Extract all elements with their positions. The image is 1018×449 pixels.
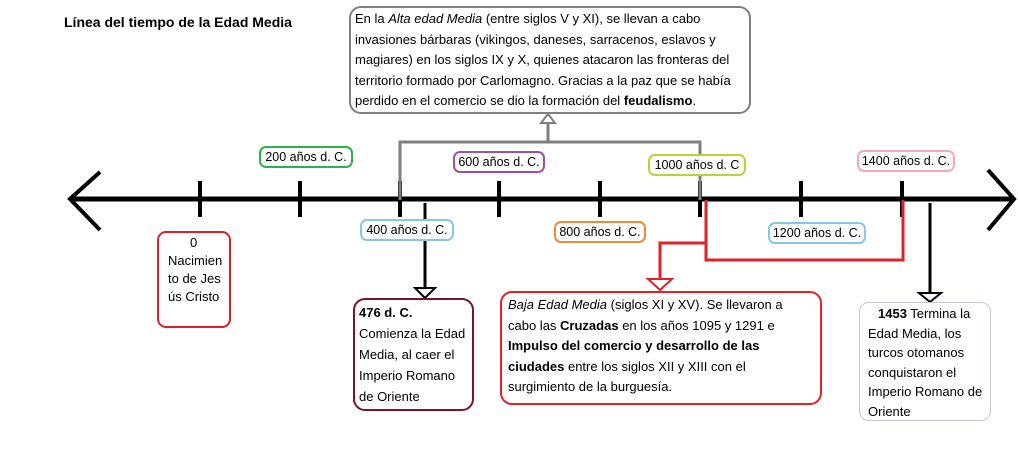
event-476-year: 476 d. C.: [359, 305, 413, 320]
alta-text-3: .: [692, 93, 697, 108]
page-title: Línea del tiempo de la Edad Media: [64, 14, 292, 30]
year-label-400: 400 años d. C.: [360, 219, 454, 241]
alta-term: Alta edad Media: [388, 11, 483, 26]
year-label-1200: 1200 años d. C.: [768, 222, 866, 244]
year-label-800: 800 años d. C.: [554, 221, 646, 243]
year-label-1400: 1400 años d. C.: [857, 150, 955, 172]
event-1453-year: 1453: [878, 306, 907, 321]
baja-term: Baja Edad Media: [508, 297, 608, 312]
year-label-1000: 1000 años d. C: [648, 154, 746, 176]
baja-impulso: Impulso del comercio y desarrollo de las ciudades: [508, 338, 760, 374]
baja-text-2: en los años 1095 y 1291 e: [618, 317, 775, 333]
connector-476: [415, 203, 435, 298]
year-zero-label: 0: [190, 235, 198, 250]
event-476-box: [353, 298, 474, 411]
baja-bracket: [648, 200, 903, 290]
alta-text-2: (entre siglos V y XI), se llevan a cabo invasiones bárbaras (vikingos, daneses, sarracenos, eslavos y magiares) en los siglos IX y X, quienes atacaron las fronteras del territorio formado por Carlomagno. Gracias a la paz que se había perdido en el comercio se dio la formación del: [355, 11, 731, 108]
alta-feudalismo: feudalismo: [623, 93, 693, 108]
alta-text-1: En la: [355, 11, 389, 26]
alta-edad-media-box: [349, 6, 751, 114]
year-zero-text: Nacimiento de Jesús Cristo: [168, 253, 223, 304]
event-476-text: Comienza la Edad Media, al caer el Imperio Romano de Oriente: [359, 326, 466, 404]
baja-text-3: entre los siglos XII y XIII con el surgimiento de la burguesía.: [508, 358, 746, 394]
connector-1453: [919, 203, 941, 302]
event-1453-box: [859, 302, 991, 421]
baja-cruzadas: Cruzadas: [560, 317, 619, 333]
event-1453-text: Termina la Edad Media, los turcos otomanos conquistaron el Imperio Romano de Oriente: [868, 306, 983, 419]
year-label-600: 600 años d. C.: [453, 151, 545, 173]
baja-text-1: (siglos XI y XV). Se llevaron a cabo las: [508, 297, 783, 333]
year-label-200: 200 años d. C.: [259, 146, 353, 168]
baja-edad-media-box: [500, 291, 822, 405]
year-zero-box: [157, 231, 231, 328]
